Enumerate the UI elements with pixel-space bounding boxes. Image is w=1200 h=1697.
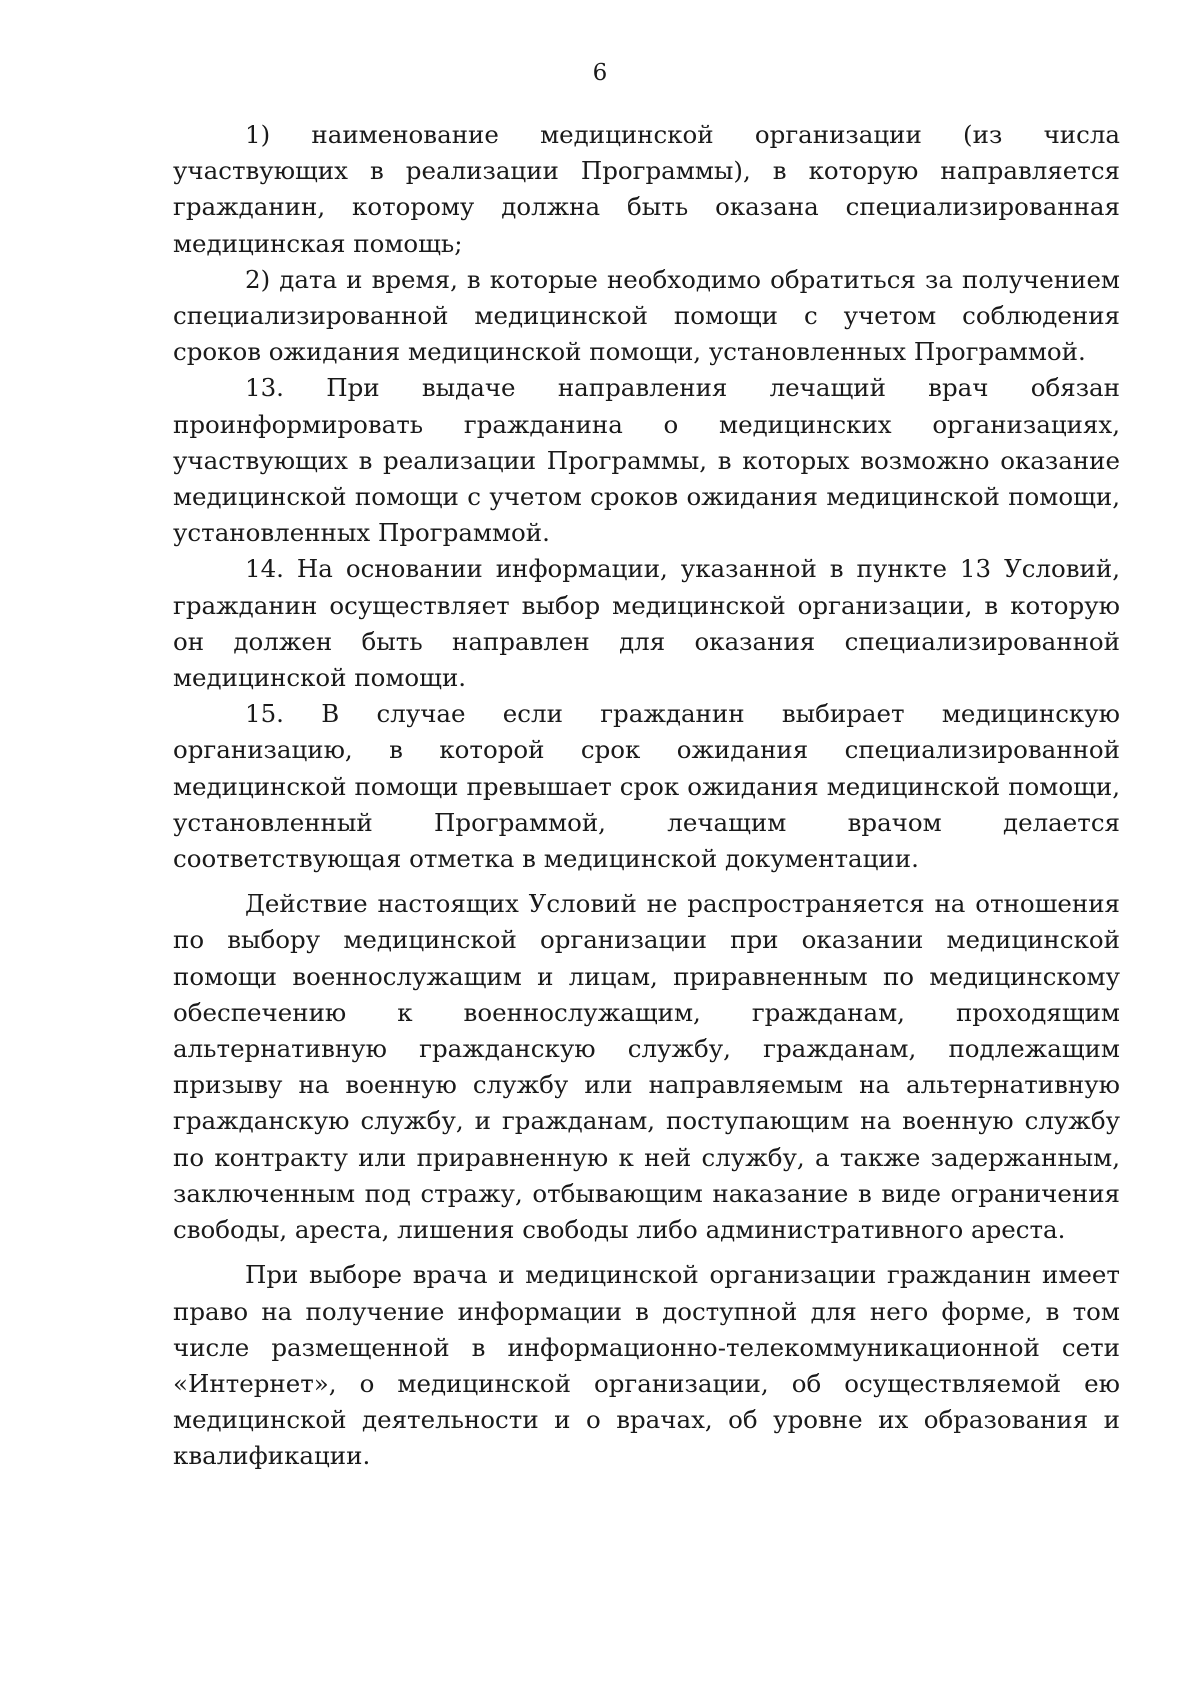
paragraph-14: 14. На основании информации, указанной в пункте 13 Условий, гражданин осуществляет выбор медицинской организации, в которую он должен быть направлен для оказания специализированной медицинской помощи.: [173, 554, 1120, 693]
paragraph-information-right: При выборе врача и медицинской организации гражданин имеет право на получение информации в доступной для него форме, в том числе размещенной в информационно-телекоммуникационной сети «Интернет», о медицинской организации, об осуществляемой ею медицинской деятельности и о врачах, об уровне их образования и квалификации.: [173, 1260, 1120, 1471]
paragraph-13: 13. При выдаче направления лечащий врач обязан проинформировать гражданина о медицинских организациях, участвующих в реализации Программы, в которых возможно оказание медицинской помощи с учетом сроков ожидания медицинской помощи, установленных Программой.: [173, 373, 1120, 548]
page-number: 6: [592, 60, 608, 86]
paragraph-15: 15. В случае если гражданин выбирает медицинскую организацию, в которой срок ожидания специализированной медицинской помощи превышает срок ожидания медицинской помощи, установленный Программой, лечащим врачом делается соответствующая отметка в медицинской документации.: [173, 699, 1120, 874]
paragraph-item-2: 2) дата и время, в которые необходимо обратиться за получением специализированной медицинской помощи с учетом соблюдения сроков ожидания медицинской помощи, установленных Программой.: [173, 264, 1120, 367]
paragraph-scope: Действие настоящих Условий не распространяется на отношения по выбору медицинской организации при оказании медицинской помощи военнослужащим и лицам, приравненным по медицинскому обеспечению к военнослужащим, гражданам, проходящим альтернативную гражданскую службу, гражданам, подлежащим призыву на военную службу или направляемым на альтернативную гражданскую службу, и гражданам, поступающим на военную службу по контракту или приравненную к ней службу, а также задержанным, заключенным под стражу, отбывающим наказание в виде ограничения свободы, ареста, лишения свободы либо административного ареста.: [173, 889, 1120, 1245]
paragraph-item-1: 1) наименование медицинской организации (из числа участвующих в реализации Программы), в которую направляется гражданин, которому должна быть оказана специализированная медицинская помощь;: [173, 120, 1120, 258]
document-body: [173, 117, 1120, 1475]
